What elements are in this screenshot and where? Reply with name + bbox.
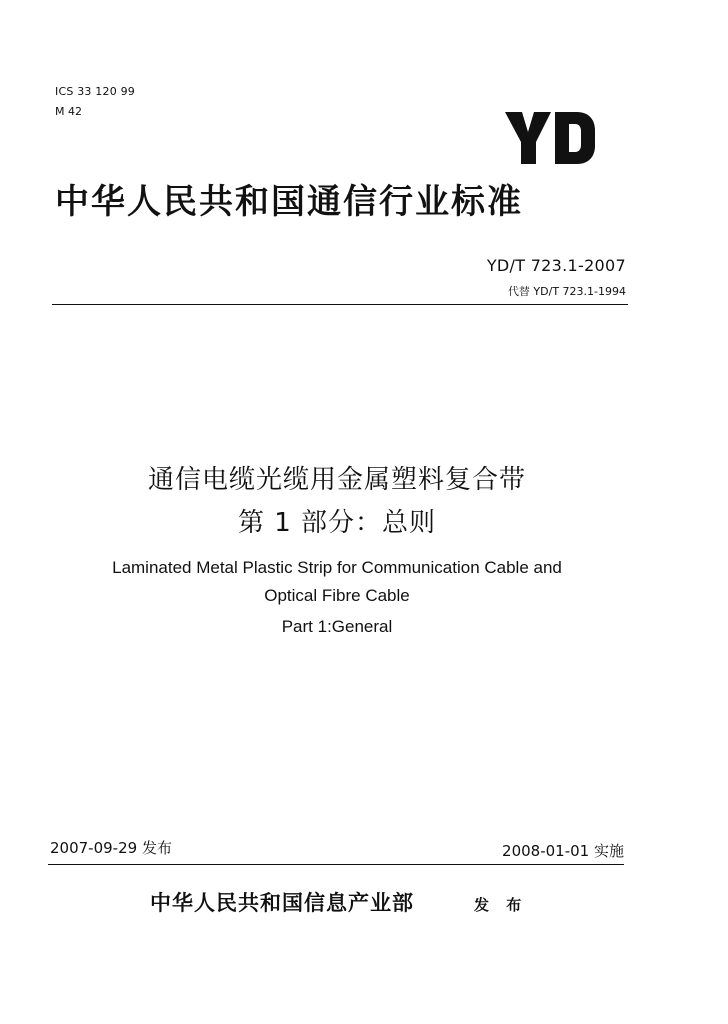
header-divider	[52, 304, 628, 305]
footer-divider	[48, 864, 624, 865]
yd-logo	[505, 110, 595, 166]
title-english-line2: Optical Fibre Cable	[264, 586, 410, 605]
standard-number: YD/T 723.1-2007	[486, 256, 626, 275]
yd-logo-mark	[505, 112, 595, 164]
category-code: M 42	[55, 105, 82, 118]
standard-type-heading: 中华人民共和国通信行业标准	[55, 182, 523, 222]
issue-date: 2007-09-29 发布	[50, 839, 172, 857]
issue-label: 发 布	[474, 896, 528, 914]
title-english-line1: Laminated Metal Plastic Strip for Communication Cable and	[112, 558, 562, 577]
issuing-authority: 中华人民共和国信息产业部	[150, 890, 414, 915]
implementation-date: 2008-01-01 实施	[502, 842, 624, 860]
part-english: Part 1:General	[281, 617, 393, 636]
replaces-standard: 代替 YD/T 723.1-1994	[507, 285, 626, 298]
ics-code: ICS 33 120 99	[55, 85, 135, 98]
subtitle-chinese: 第 1 部分：总则	[237, 508, 437, 538]
title-chinese: 通信电缆光缆用金属塑料复合带	[147, 465, 526, 495]
